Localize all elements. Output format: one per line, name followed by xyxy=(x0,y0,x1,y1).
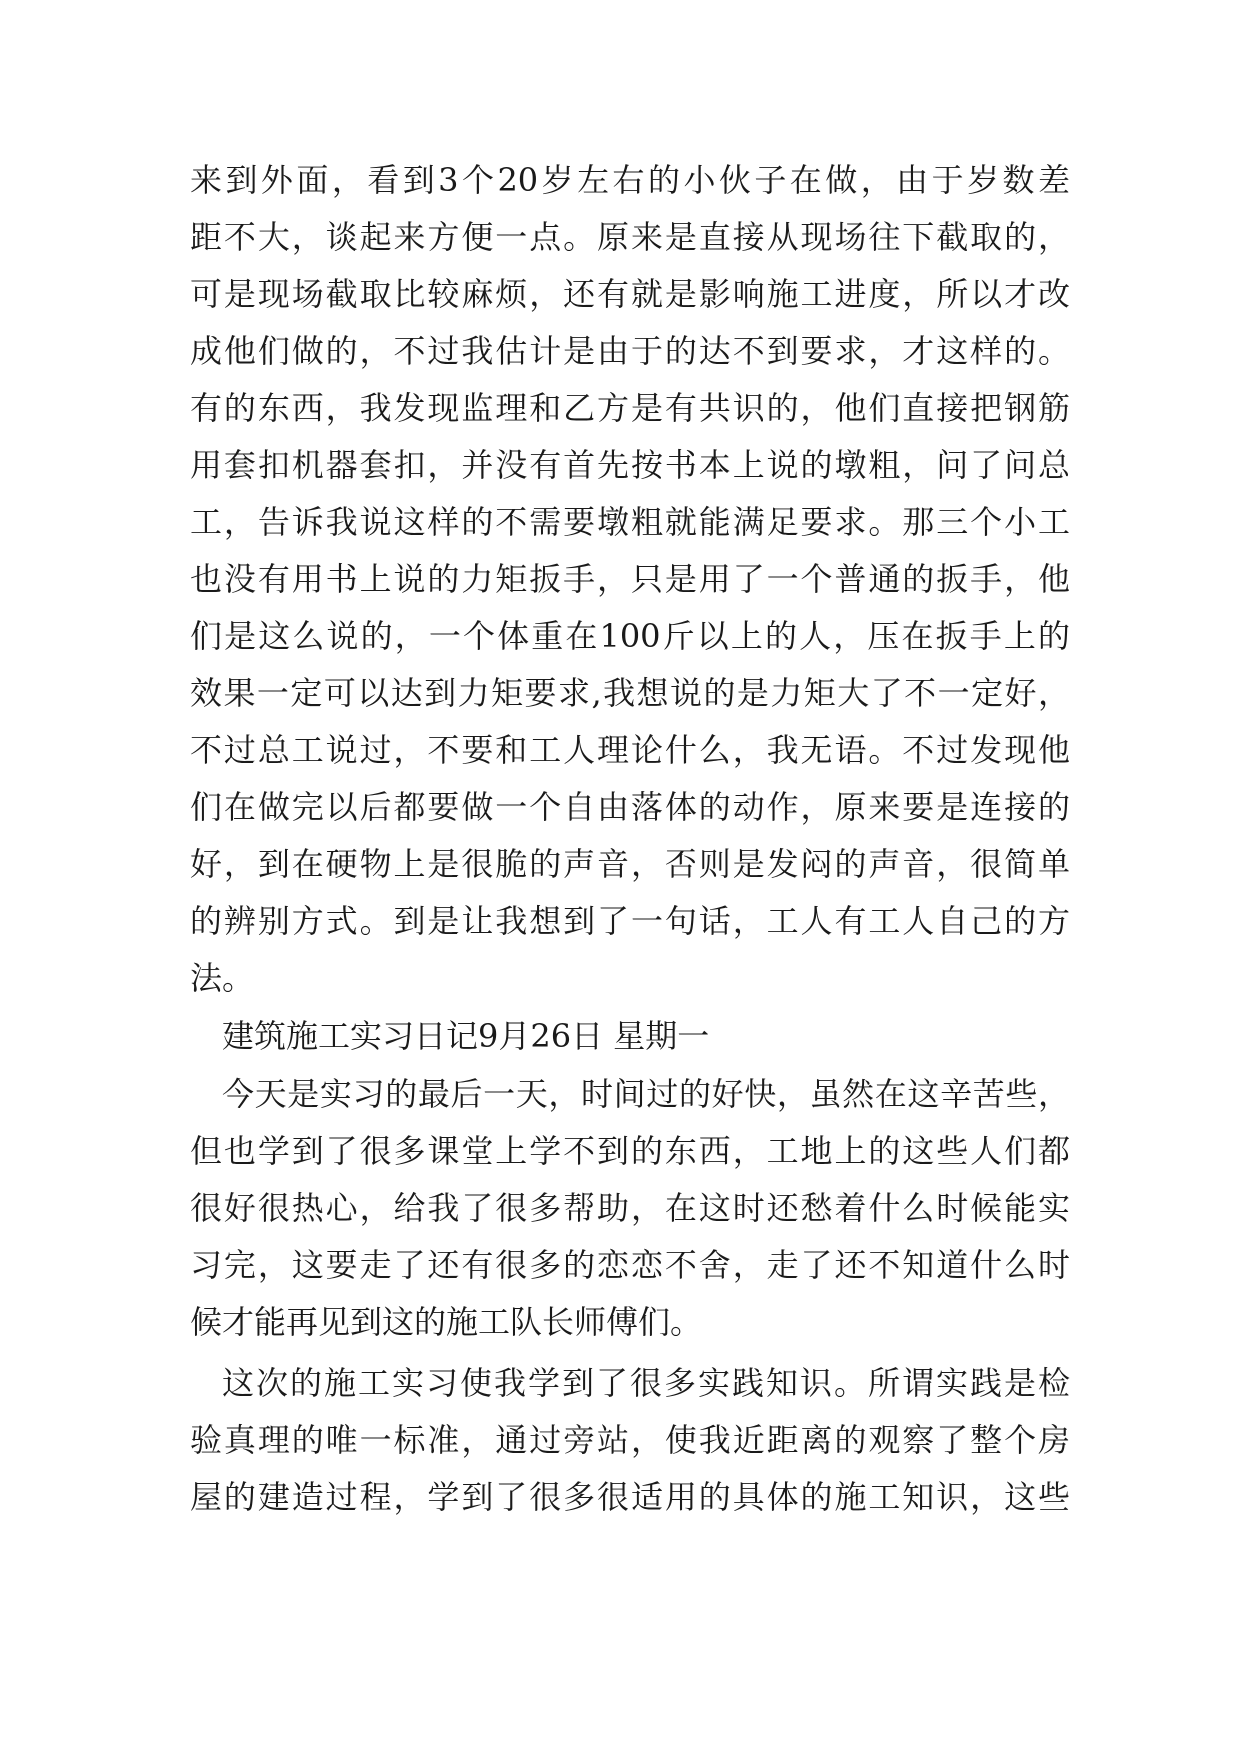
text-line: 法。 xyxy=(190,959,255,997)
section-heading: 建筑施工实习日记9月26日 星期一 xyxy=(222,1017,710,1055)
text-line: 不过总工说过，不要和工人理论什么，我无语。不过发现他 xyxy=(190,731,1070,769)
text-line: 这次的施工实习使我学到了很多实践知识。所谓实践是检 xyxy=(222,1364,1070,1402)
text-line: 成他们做的，不过我估计是由于的达不到要求，才这样的。 xyxy=(190,332,1070,370)
text-line: 效果一定可以达到力矩要求,我想说的是力矩大了不一定好， xyxy=(190,674,1070,712)
text-line: 候才能再见到这的施工队长师傅们。 xyxy=(190,1303,703,1341)
text-line: 可是现场截取比较麻烦，还有就是影响施工进度，所以才改 xyxy=(190,275,1070,313)
text-line: 们在做完以后都要做一个自由落体的动作，原来要是连接的 xyxy=(190,788,1070,826)
text-line: 屋的建造过程，学到了很多很适用的具体的施工知识，这些 xyxy=(190,1478,1070,1516)
text-line: 距不大，谈起来方便一点。原来是直接从现场往下截取的， xyxy=(190,218,1070,256)
text-line: 有的东西，我发现监理和乙方是有共识的，他们直接把钢筋 xyxy=(190,389,1070,427)
text-line: 今天是实习的最后一天，时间过的好快，虽然在这辛苦些， xyxy=(222,1075,1070,1113)
text-line: 好，到在硬物上是很脆的声音，否则是发闷的声音，很简单 xyxy=(190,845,1070,883)
text-line: 的辨别方式。到是让我想到了一句话，工人有工人自己的方 xyxy=(190,902,1070,940)
text-line: 很好很热心，给我了很多帮助，在这时还愁着什么时候能实 xyxy=(190,1189,1070,1227)
text-line: 验真理的唯一标准，通过旁站，使我近距离的观察了整个房 xyxy=(190,1421,1070,1459)
text-line: 来到外面，看到3个20岁左右的小伙子在做，由于岁数差 xyxy=(190,161,1070,199)
text-line: 用套扣机器套扣，并没有首先按书本上说的墩粗，问了问总 xyxy=(190,446,1070,484)
text-line: 习完，这要走了还有很多的恋恋不舍，走了还不知道什么时 xyxy=(190,1246,1070,1284)
text-line: 们是这么说的，一个体重在100斤以上的人，压在扳手上的 xyxy=(190,617,1070,655)
text-line: 也没有用书上说的力矩扳手，只是用了一个普通的扳手，他 xyxy=(190,560,1070,598)
text-line: 工，告诉我说这样的不需要墩粗就能满足要求。那三个小工 xyxy=(190,503,1070,541)
text-line: 但也学到了很多课堂上学不到的东西，工地上的这些人们都 xyxy=(190,1132,1070,1170)
